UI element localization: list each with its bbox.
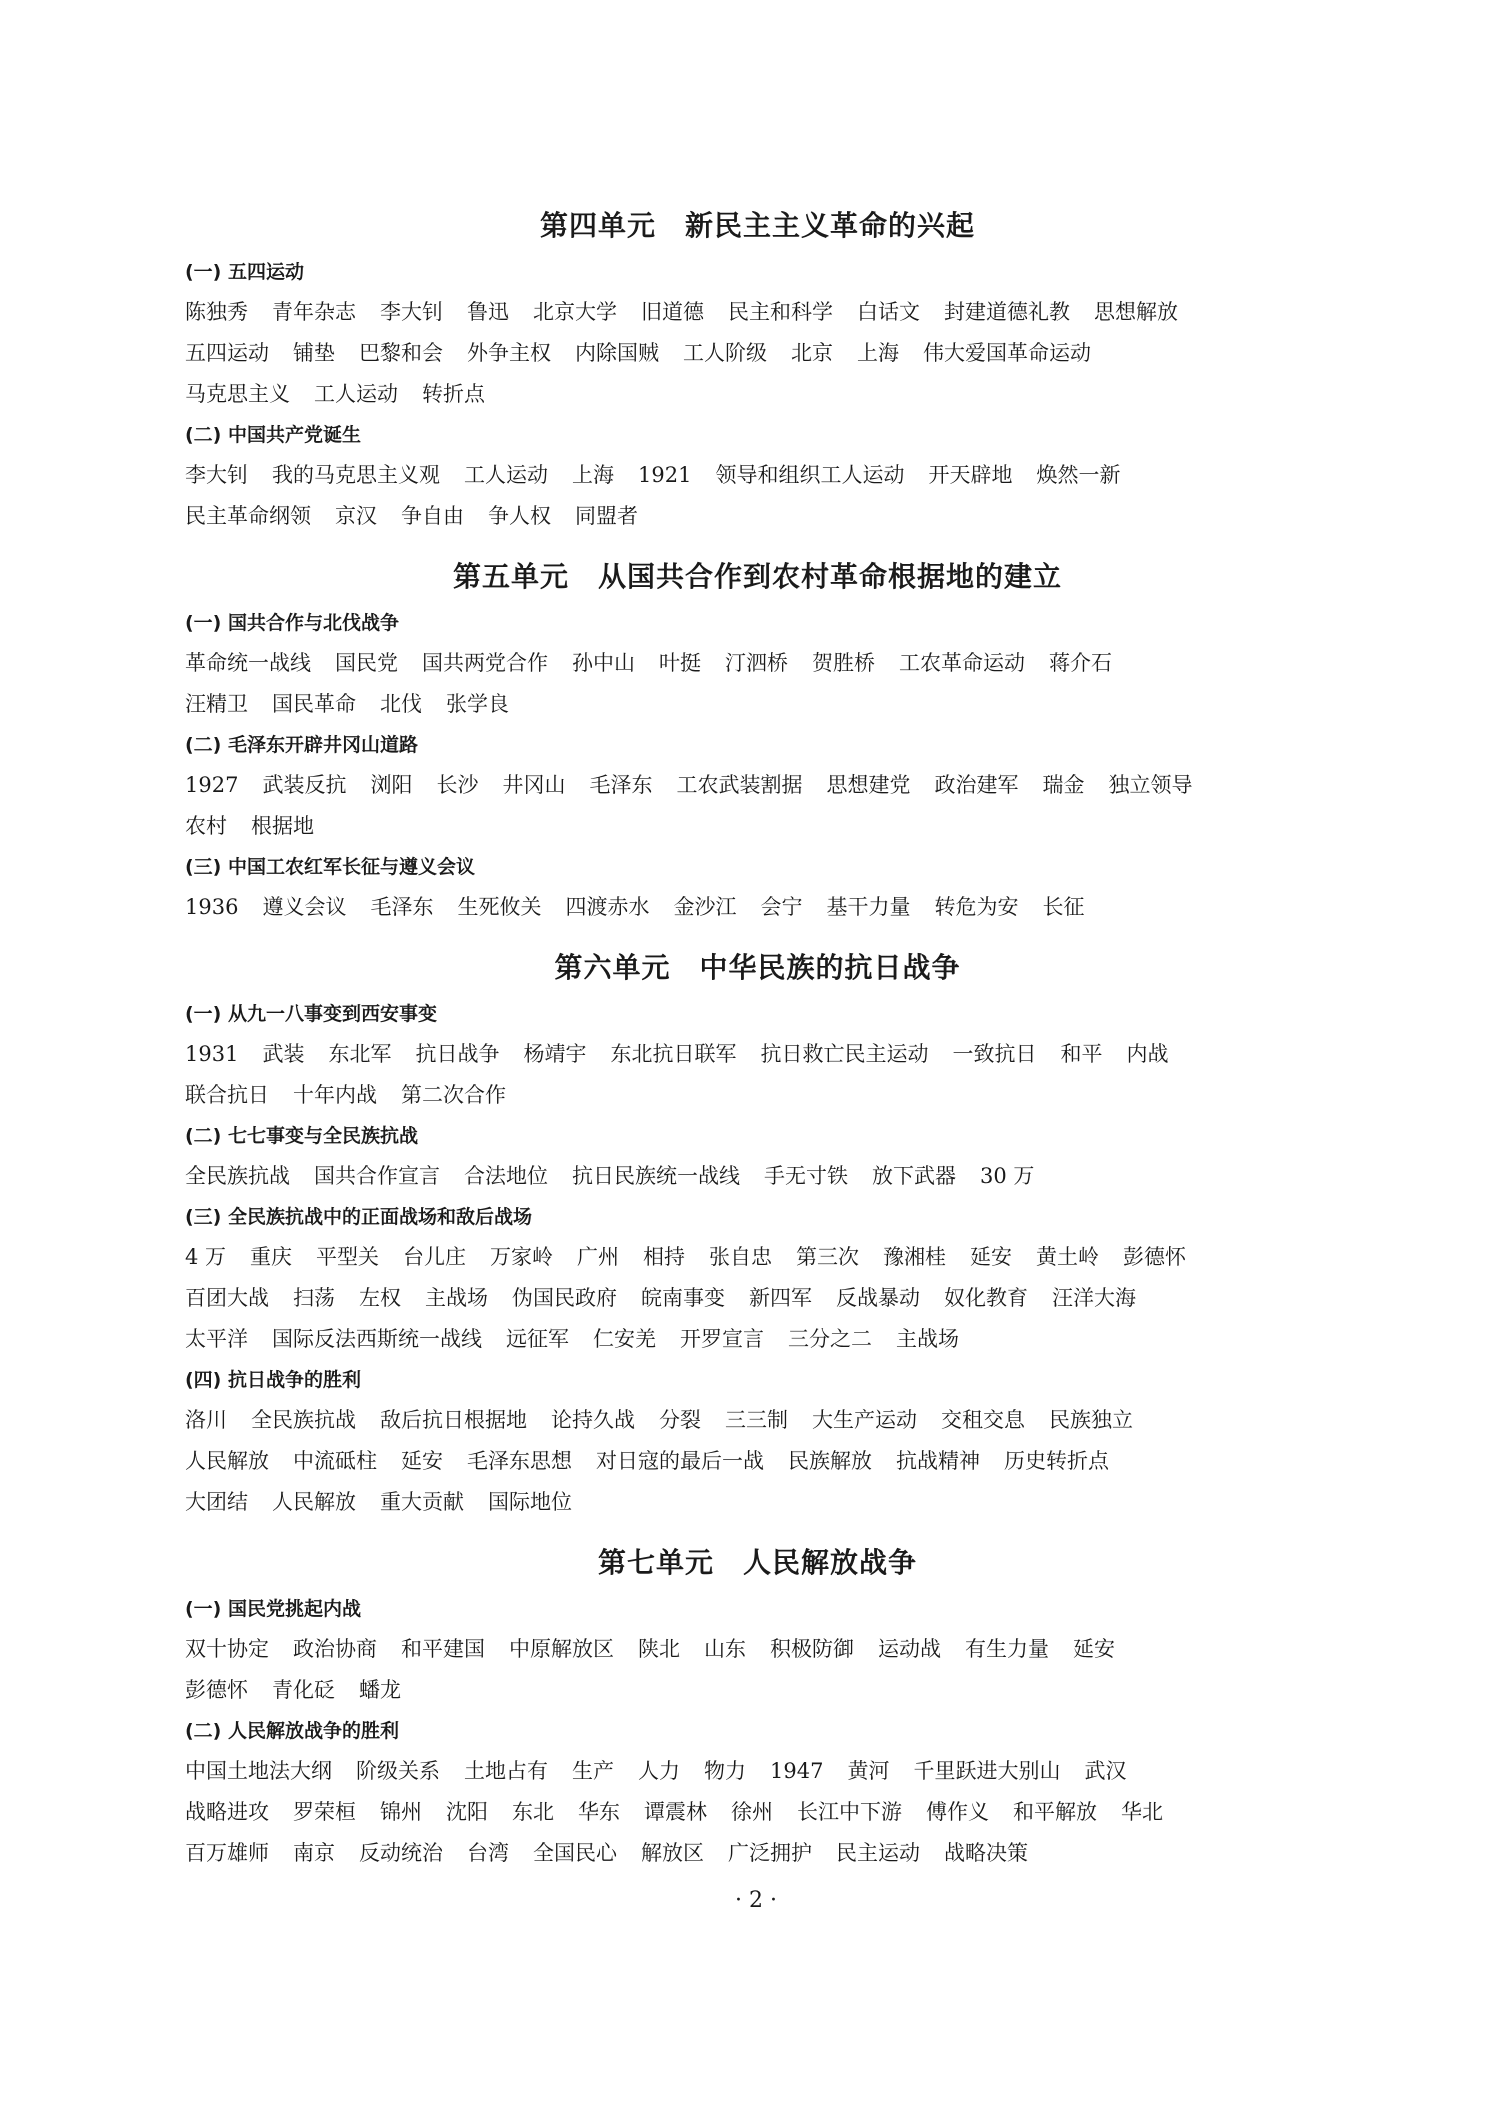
term: 同盟者	[575, 504, 638, 528]
term: 对日寇的最后一战	[596, 1449, 764, 1473]
unit-block	[185, 1537, 1330, 1874]
term: 国民革命	[272, 692, 356, 716]
term-list	[185, 1237, 1330, 1360]
term: 战略进攻	[185, 1800, 269, 1824]
term: 四渡赤水	[565, 895, 650, 919]
section-title: (二) 七七事变与全民族抗战	[185, 1125, 418, 1147]
term: 国民党	[335, 651, 398, 675]
term: 全民族抗战	[185, 1164, 290, 1188]
term: 洛川	[185, 1408, 227, 1432]
term: 独立领导	[1108, 773, 1193, 797]
term: 东北军	[328, 1042, 392, 1066]
term-line	[185, 1075, 1330, 1116]
term: 张自忠	[709, 1245, 773, 1269]
term: 毛泽东	[589, 773, 653, 797]
term: 中国土地法大纲	[185, 1759, 332, 1783]
term: 全国民心	[533, 1841, 617, 1865]
term: 山东	[704, 1637, 746, 1661]
term: 领导和组织工人运动	[715, 463, 905, 487]
term: 武装反抗	[262, 773, 347, 797]
term: 三三制	[725, 1408, 788, 1432]
term: 京汉	[335, 504, 377, 528]
term: 历史转折点	[1004, 1449, 1109, 1473]
term: 抗日民族统一战线	[572, 1164, 740, 1188]
term: 十年内战	[293, 1083, 377, 1107]
term: 相持	[643, 1245, 686, 1269]
term-line	[185, 1833, 1330, 1874]
term: 左权	[359, 1286, 401, 1310]
term: 青化砭	[272, 1678, 335, 1702]
term: 马克思主义	[185, 382, 290, 406]
term-line	[185, 1237, 1330, 1278]
term: 金沙江	[673, 895, 737, 919]
term: 分裂	[659, 1408, 701, 1432]
term: 李大钊	[380, 300, 443, 324]
term: 思想建党	[826, 773, 911, 797]
term-list	[185, 1751, 1330, 1874]
term: 工人运动	[314, 382, 398, 406]
term: 毛泽东思想	[467, 1449, 572, 1473]
term: 敌后抗日根据地	[380, 1408, 527, 1432]
term: 4 万	[185, 1245, 227, 1269]
term: 华东	[578, 1800, 620, 1824]
term: 民主革命纲领	[185, 504, 311, 528]
term: 毛泽东	[370, 895, 434, 919]
term: 彭德怀	[1123, 1245, 1187, 1269]
term: 1936	[185, 895, 239, 919]
term: 伟大爱国革命运动	[923, 341, 1091, 365]
term: 长沙	[436, 773, 479, 797]
term: 战略决策	[944, 1841, 1028, 1865]
section-title: (二) 毛泽东开辟井冈山道路	[185, 734, 418, 756]
term-list	[185, 1629, 1330, 1711]
term: 青年杂志	[272, 300, 356, 324]
term: 政治建军	[934, 773, 1019, 797]
term: 人力	[638, 1759, 680, 1783]
term: 工人运动	[464, 463, 548, 487]
term: 百团大战	[185, 1286, 269, 1310]
term: 争自由	[401, 504, 464, 528]
term: 联合抗日	[185, 1083, 269, 1107]
term: 开罗宣言	[680, 1327, 764, 1351]
term: 抗战精神	[896, 1449, 980, 1473]
term: 有生力量	[965, 1637, 1049, 1661]
term: 1947	[770, 1759, 824, 1783]
term: 贺胜桥	[812, 651, 875, 675]
section-block	[185, 847, 1330, 928]
term: 新四军	[749, 1286, 812, 1310]
term: 农村	[185, 814, 227, 838]
term: 生产	[572, 1759, 614, 1783]
term-line	[185, 496, 1330, 537]
term: 双十协定	[185, 1637, 269, 1661]
term: 生死攸关	[457, 895, 542, 919]
term: 百万雄师	[185, 1841, 269, 1865]
term: 人民解放	[272, 1490, 356, 1514]
term: 汪洋大海	[1052, 1286, 1136, 1310]
unit-title: 第七单元 人民解放战争	[597, 1546, 917, 1579]
term: 孙中山	[572, 651, 635, 675]
term: 张学良	[446, 692, 509, 716]
section-block	[185, 725, 1330, 847]
term: 延安	[970, 1245, 1013, 1269]
term: 北京	[791, 341, 833, 365]
term: 谭震林	[644, 1800, 707, 1824]
term: 工农革命运动	[899, 651, 1025, 675]
term: 转危为安	[934, 895, 1019, 919]
term: 抗日救亡民主运动	[760, 1042, 929, 1066]
term: 陈独秀	[185, 300, 248, 324]
unit-block	[185, 551, 1330, 928]
term: 政治协商	[293, 1637, 377, 1661]
section-title: (四) 抗日战争的胜利	[185, 1369, 361, 1391]
unit-title: 第五单元 从国共合作到农村革命根据地的建立	[452, 560, 1062, 593]
term: 千里跃进大别山	[913, 1759, 1061, 1783]
term-list	[185, 1156, 1330, 1197]
term: 李大钊	[185, 463, 248, 487]
term: 华北	[1121, 1800, 1163, 1824]
term: 中原解放区	[509, 1637, 614, 1661]
term: 叶挺	[659, 651, 701, 675]
term: 上海	[857, 341, 899, 365]
term-list	[185, 455, 1330, 537]
page-content	[185, 200, 1330, 1888]
term: 白话文	[857, 300, 920, 324]
term-list	[185, 1034, 1330, 1116]
section-block	[185, 1589, 1330, 1711]
term-line	[185, 1482, 1330, 1523]
term: 开天辟地	[928, 463, 1013, 487]
term: 彭德怀	[185, 1678, 248, 1702]
term: 重大贡献	[380, 1490, 464, 1514]
term: 北京大学	[533, 300, 617, 324]
section-title: (一) 五四运动	[185, 261, 304, 283]
term: 三分之二	[788, 1327, 872, 1351]
section-block	[185, 603, 1330, 725]
section-title: (一) 国共合作与北伐战争	[185, 612, 399, 634]
term: 论持久战	[551, 1408, 635, 1432]
unit-title: 第四单元 新民主主义革命的兴起	[539, 209, 975, 242]
term: 汀泗桥	[725, 651, 788, 675]
term-line	[185, 455, 1330, 496]
term: 全民族抗战	[251, 1408, 356, 1432]
term: 内战	[1126, 1042, 1169, 1066]
term: 浏阳	[370, 773, 413, 797]
term: 汪精卫	[185, 692, 248, 716]
section-block	[185, 1197, 1330, 1360]
term: 长征	[1042, 895, 1085, 919]
term: 封建道德礼教	[944, 300, 1070, 324]
term: 积极防御	[770, 1637, 854, 1661]
term-line	[185, 374, 1330, 415]
term: 人民解放	[185, 1449, 269, 1473]
term: 黄河	[847, 1759, 890, 1783]
term: 和平	[1060, 1042, 1103, 1066]
term: 傅作义	[926, 1800, 989, 1824]
term: 争人权	[488, 504, 551, 528]
term: 广州	[577, 1245, 620, 1269]
term: 放下武器	[872, 1164, 956, 1188]
term: 主战场	[425, 1286, 488, 1310]
term-line	[185, 643, 1330, 684]
term: 物力	[704, 1759, 746, 1783]
term: 远征军	[506, 1327, 569, 1351]
section-title: (三) 全民族抗战中的正面战场和敌后战场	[185, 1206, 532, 1228]
section-block	[185, 1116, 1330, 1197]
term: 内除国贼	[575, 341, 659, 365]
term: 民主运动	[836, 1841, 920, 1865]
section-block	[185, 1711, 1330, 1874]
term: 反战暴动	[836, 1286, 920, 1310]
term-line	[185, 684, 1330, 725]
term: 中流砥柱	[293, 1449, 377, 1473]
term: 黄土岭	[1036, 1245, 1100, 1269]
term: 巴黎和会	[359, 341, 443, 365]
term: 和平建国	[401, 1637, 485, 1661]
term: 基干力量	[826, 895, 911, 919]
term: 焕然一新	[1036, 463, 1121, 487]
term: 豫湘桂	[883, 1245, 947, 1269]
term-list	[185, 1400, 1330, 1523]
term: 平型关	[316, 1245, 380, 1269]
term: 遵义会议	[262, 895, 347, 919]
section-block	[185, 415, 1330, 537]
term-line	[185, 292, 1330, 333]
term: 合法地位	[464, 1164, 548, 1188]
term: 1931	[185, 1042, 239, 1066]
term: 外争主权	[467, 341, 551, 365]
term: 手无寸铁	[764, 1164, 848, 1188]
term: 仁安羌	[593, 1327, 656, 1351]
term-line	[185, 1156, 1330, 1197]
term: 重庆	[250, 1245, 293, 1269]
term: 大团结	[185, 1490, 248, 1514]
term: 徐州	[731, 1800, 773, 1824]
term: 30 万	[980, 1164, 1035, 1188]
term-line	[185, 1441, 1330, 1482]
term: 南京	[293, 1841, 335, 1865]
term: 第三次	[796, 1245, 860, 1269]
term-line	[185, 1034, 1330, 1075]
term: 工农武装割据	[676, 773, 803, 797]
term: 一致抗日	[952, 1042, 1037, 1066]
term: 转折点	[422, 382, 485, 406]
term: 武装	[262, 1042, 305, 1066]
term: 太平洋	[185, 1327, 248, 1351]
term: 阶级关系	[356, 1759, 440, 1783]
term: 运动战	[878, 1637, 941, 1661]
term: 国际反法西斯统一战线	[272, 1327, 482, 1351]
term: 北伐	[380, 692, 422, 716]
term-line	[185, 806, 1330, 847]
section-block	[185, 252, 1330, 415]
section-title: (一) 国民党挑起内战	[185, 1598, 361, 1620]
term: 革命统一战线	[185, 651, 311, 675]
term: 民族独立	[1049, 1408, 1133, 1432]
term-list	[185, 643, 1330, 725]
term-list	[185, 765, 1330, 847]
term: 旧道德	[641, 300, 704, 324]
section-title: (二) 人民解放战争的胜利	[185, 1720, 399, 1742]
term: 民族解放	[788, 1449, 872, 1473]
term: 广泛拥护	[728, 1841, 812, 1865]
term: 国共两党合作	[422, 651, 548, 675]
term: 交租交息	[941, 1408, 1025, 1432]
term-list	[185, 887, 1330, 928]
term-line	[185, 1629, 1330, 1670]
term-line	[185, 1400, 1330, 1441]
term: 会宁	[760, 895, 803, 919]
term-line	[185, 1792, 1330, 1833]
term: 工人阶级	[683, 341, 767, 365]
section-title: (一) 从九一八事变到西安事变	[185, 1003, 437, 1025]
term-line	[185, 333, 1330, 374]
term: 延安	[1073, 1637, 1115, 1661]
section-title: (二) 中国共产党诞生	[185, 424, 361, 446]
term: 井冈山	[502, 773, 566, 797]
term: 罗荣桓	[293, 1800, 356, 1824]
term: 陕北	[638, 1637, 680, 1661]
term: 和平解放	[1013, 1800, 1097, 1824]
section-title: (三) 中国工农红军长征与遵义会议	[185, 856, 475, 878]
term: 杨靖宇	[523, 1042, 587, 1066]
term-line	[185, 1319, 1330, 1360]
term-line	[185, 887, 1330, 928]
term: 沈阳	[446, 1800, 488, 1824]
term: 主战场	[896, 1327, 959, 1351]
unit-block	[185, 942, 1330, 1523]
term: 瑞金	[1042, 773, 1085, 797]
term: 延安	[401, 1449, 443, 1473]
term: 思想解放	[1094, 300, 1178, 324]
term: 铺垫	[293, 341, 335, 365]
term: 锦州	[380, 1800, 422, 1824]
term: 第二次合作	[401, 1083, 506, 1107]
term-list	[185, 292, 1330, 415]
section-block	[185, 994, 1330, 1116]
term: 大生产运动	[812, 1408, 917, 1432]
term: 皖南事变	[641, 1286, 725, 1310]
term-line	[185, 1278, 1330, 1319]
term: 1927	[185, 773, 239, 797]
term-line	[185, 1751, 1330, 1792]
term: 解放区	[641, 1841, 704, 1865]
term: 扫荡	[293, 1286, 335, 1310]
term: 反动统治	[359, 1841, 443, 1865]
term-line	[185, 1670, 1330, 1711]
term: 伪国民政府	[512, 1286, 617, 1310]
term-line	[185, 765, 1330, 806]
term: 根据地	[251, 814, 314, 838]
term: 台湾	[467, 1841, 509, 1865]
term: 土地占有	[464, 1759, 548, 1783]
term: 万家岭	[490, 1245, 554, 1269]
term: 蒋介石	[1049, 651, 1112, 675]
term: 东北抗日联军	[610, 1042, 737, 1066]
term: 1921	[638, 463, 692, 487]
term: 国共合作宣言	[314, 1164, 440, 1188]
term: 台儿庄	[403, 1245, 467, 1269]
unit-block	[185, 200, 1330, 537]
term: 我的马克思主义观	[272, 463, 440, 487]
term: 武汉	[1084, 1759, 1127, 1783]
term: 上海	[572, 463, 614, 487]
term: 长江中下游	[797, 1800, 902, 1824]
section-block	[185, 1360, 1330, 1523]
term: 鲁迅	[467, 300, 509, 324]
term: 奴化教育	[944, 1286, 1028, 1310]
unit-title: 第六单元 中华民族的抗日战争	[554, 951, 961, 984]
page-number: · 2 ·	[735, 1888, 777, 1913]
term: 抗日战争	[415, 1042, 500, 1066]
term: 国际地位	[488, 1490, 572, 1514]
term: 五四运动	[185, 341, 269, 365]
term: 民主和科学	[728, 300, 833, 324]
term: 蟠龙	[359, 1678, 401, 1702]
term: 东北	[512, 1800, 554, 1824]
